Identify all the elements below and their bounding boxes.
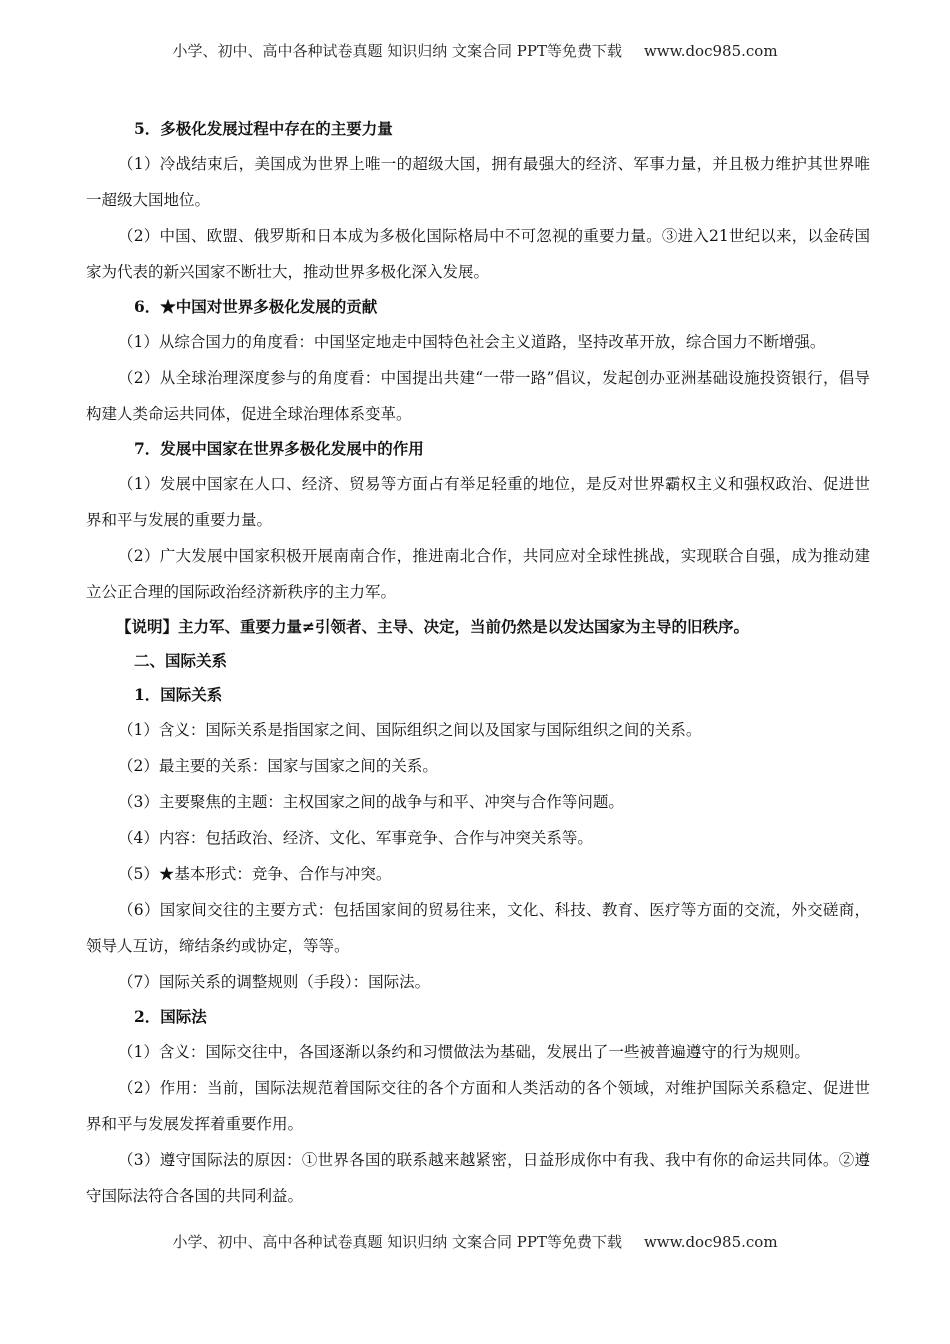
paragraph: （2）从全球治理深度参与的角度看：中国提出共建“一带一路”倡议，发起创办亚洲基础设施投资银行，倡导构建人类命运共同体，促进全球治理体系变革。 [86,369,870,423]
page-footer [0,1231,950,1252]
footer-text: 小学、初中、高中各种试卷真题 知识归纳 文案合同 PPT等免费下载 [172,1233,622,1251]
chapter-heading: 二、国际关系 [134,651,228,670]
footer-url[interactable]: www.doc985.com [643,1233,778,1251]
paragraph: （1）含义：国际交往中，各国逐渐以条约和习惯做法为基础，发展出了一些被普遍遵守的行为规则。 [118,1043,810,1061]
section-heading: 2．国际法 [134,1007,207,1026]
paragraph: （5）★基本形式：竞争、合作与冲突。 [118,865,392,883]
paragraph: （2）最主要的关系：国家与国家之间的关系。 [118,757,438,775]
paragraph: （7）国际关系的调整规则（手段）：国际法。 [118,973,431,991]
paragraph: （1）从综合国力的角度看：中国坚定地走中国特色社会主义道路，坚持改革开放，综合国力不断增强。 [118,333,826,351]
section-heading: 6．★中国对世界多极化发展的贡献 [134,297,378,316]
paragraph: （1）发展中国家在人口、经济、贸易等方面占有举足轻重的地位，是反对世界霸权主义和强权政治、促进世界和平与发展的重要力量。 [86,475,870,529]
paragraph: （2）中国、欧盟、俄罗斯和日本成为多极化国际格局中不可忽视的重要力量。③进入21世纪以来，以金砖国家为代表的新兴国家不断壮大，推动世界多极化深入发展。 [86,227,870,281]
paragraph: （2）广大发展中国家积极开展南南合作，推进南北合作，共同应对全球性挑战，实现联合自强，成为推动建立公正合理的国际政治经济新秩序的主力军。 [86,547,870,601]
header-text: 小学、初中、高中各种试卷真题 知识归纳 文案合同 PPT等免费下载 [172,42,622,60]
document-body [86,112,870,1214]
section-heading: 5．多极化发展过程中存在的主要力量 [134,119,393,138]
paragraph: （4）内容：包括政治、经济、文化、军事竞争、合作与冲突关系等。 [118,829,593,847]
paragraph: （3）主要聚焦的主题：主权国家之间的战争与和平、冲突与合作等问题。 [118,793,624,811]
section-heading: 7．发展中国家在世界多极化发展中的作用 [134,439,424,458]
page-header [0,40,950,61]
paragraph: （2）作用：当前，国际法规范着国际交往的各个方面和人类活动的各个领域，对维护国际关系稳定、促进世界和平与发展发挥着重要作用。 [86,1079,870,1133]
note-paragraph: 【说明】主力军、重要力量≠引领者、主导、决定，当前仍然是以发达国家为主导的旧秩序。 [116,617,749,636]
paragraph: （3）遵守国际法的原因：①世界各国的联系越来越紧密，日益形成你中有我、我中有你的命运共同体。②遵守国际法符合各国的共同利益。 [86,1151,870,1205]
paragraph: （1）含义：国际关系是指国家之间、国际组织之间以及国家与国际组织之间的关系。 [118,721,702,739]
paragraph: （1）冷战结束后，美国成为世界上唯一的超级大国，拥有最强大的经济、军事力量，并且极力维护其世界唯一超级大国地位。 [86,155,870,209]
section-heading: 1．国际关系 [134,685,223,704]
header-url[interactable]: www.doc985.com [643,42,778,60]
paragraph: （6）国家间交往的主要方式：包括国家间的贸易往来，文化、科技、教育、医疗等方面的交流，外交磋商，领导人互访，缔结条约或协定，等等。 [86,901,870,955]
